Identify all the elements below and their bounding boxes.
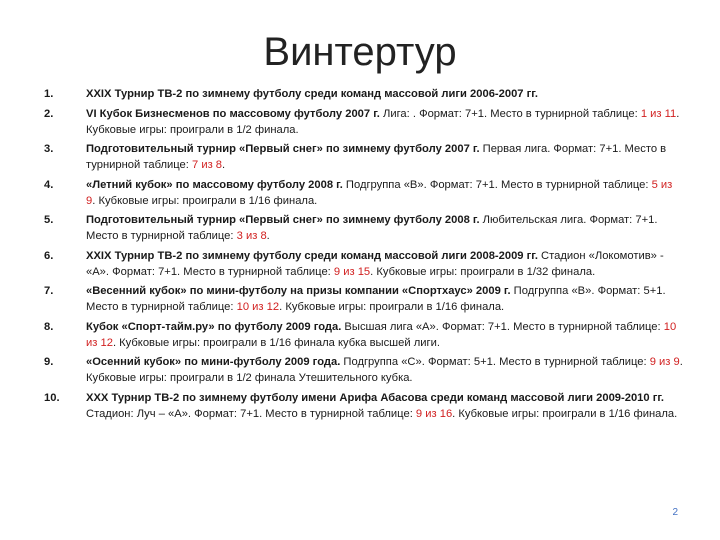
tournament-name: XXIX Турнир ТВ-2 по зимнему футболу среди команд массовой лиги 2008-2009 гг. (86, 249, 538, 262)
tournament-name: «Летний кубок» по массовому футболу 2008 г. (86, 178, 343, 191)
tournament-details: Подгруппа «С». Формат: 5+1. Место в турнирной таблице: (340, 356, 650, 368)
slide-title: Винтертур (263, 30, 457, 74)
table-place: 9 из 16 (415, 407, 453, 420)
tournament-result: . (222, 159, 226, 171)
item-number: 4. (44, 178, 54, 191)
item-number: 8. (44, 320, 54, 333)
tournament-list (44, 86, 684, 425)
tournament-name: Подготовительный турнир «Первый снег» по зимнему футболу 2007 г. (86, 143, 480, 155)
item-text (86, 354, 684, 386)
list-item (44, 283, 684, 315)
item-number: 2. (44, 107, 54, 120)
table-place: 3 из 8 (236, 230, 267, 242)
tournament-details: Лига: . Формат: 7+1. Место в турнирной таблице: (379, 107, 641, 120)
tournament-result: . Кубковые игры: проиграли в 1/16 финала. (279, 301, 505, 313)
tournament-details: Подгруппа «В». Формат: 5+1. Место в турнирной таблице: (86, 285, 666, 313)
tournament-result: . Кубковые игры: проиграли в 1/32 финала. (370, 265, 596, 278)
list-item (44, 212, 684, 244)
table-place: 1 из 11 (640, 107, 677, 120)
item-number: 6. (44, 249, 54, 262)
tournament-name: Кубок «Спорт-тайм.ру» по футболу 2009 года. (86, 320, 342, 333)
table-place: 9 из 15 (333, 265, 371, 278)
list-item (44, 319, 684, 351)
tournament-name: VI Кубок Бизнесменов по массовому футболу 2007 г. (86, 107, 380, 120)
table-place: 10 из 12 (86, 320, 677, 349)
tournament-result: . Кубковые игры: проиграли в 1/2 финала Утешительного кубка. (86, 356, 683, 384)
item-number: 1. (44, 88, 54, 100)
item-text (86, 86, 684, 102)
item-text (86, 319, 684, 351)
page-number: 2 (672, 507, 678, 518)
table-place: 5 из 9 (86, 178, 673, 207)
table-place: 10 из 12 (236, 301, 280, 313)
tournament-details: Высшая лига «А». Формат: 7+1. Место в турнирной таблице: (341, 320, 664, 333)
item-number: 3. (44, 143, 54, 155)
item-text (86, 106, 684, 138)
list-item (44, 248, 684, 280)
item-number: 9. (44, 356, 54, 368)
tournament-name: «Весенний кубок» по мини-футболу на призы компании «Спортхаус» 2009 г. (86, 285, 511, 297)
tournament-result: . Кубковые игры: проиграли в 1/16 финала. (92, 194, 318, 207)
tournament-details: Стадион: Луч – «А». Формат: 7+1. Место в турнирной таблице: (86, 407, 416, 420)
list-item (44, 177, 684, 209)
tournament-details: Подгруппа «В». Формат: 7+1. Место в турнирной таблице: (342, 178, 652, 191)
item-text (86, 141, 684, 173)
tournament-details: Стадион «Локомотив» - «А». Формат: 7+1. Место в турнирной таблице: (86, 249, 664, 278)
item-number: 5. (44, 214, 54, 226)
list-item (44, 354, 684, 386)
item-text (86, 212, 684, 244)
item-text (86, 177, 684, 209)
table-place: 9 из 9 (649, 356, 680, 368)
list-item (44, 106, 684, 138)
tournament-result: . (266, 230, 270, 242)
item-number: 10. (44, 391, 60, 404)
tournament-name: XXX Турнир ТВ-2 по зимнему футболу имени Арифа Абасова среди команд массовой лиги 2009-2010 гг. (86, 391, 665, 404)
item-text (86, 283, 684, 315)
list-item (44, 390, 684, 422)
item-text (86, 390, 684, 422)
tournament-name: XXIX Турнир ТВ-2 по зимнему футболу среди команд массовой лиги 2006-2007 гг. (86, 88, 538, 100)
tournament-result: . Кубковые игры: проиграли в 1/16 финала. (452, 407, 678, 420)
tournament-name: Подготовительный турнир «Первый снег» по зимнему футболу 2008 г. (86, 214, 480, 226)
tournament-details: Первая лига. Формат: 7+1. Место в турнирной таблице: (86, 143, 667, 171)
table-place: 7 из 8 (191, 159, 223, 171)
item-number: 7. (44, 285, 54, 297)
list-item (44, 141, 684, 173)
tournament-result: . Кубковые игры: проиграли в 1/2 финала. (86, 107, 680, 136)
list-item (44, 86, 684, 102)
item-text (86, 248, 684, 280)
tournament-name: «Осенний кубок» по мини-футболу 2009 года. (86, 356, 341, 368)
tournament-result: . Кубковые игры: проиграли в 1/16 финала кубка высшей лиги. (112, 336, 440, 349)
tournament-details: Любительская лига. Формат: 7+1. Место в турнирной таблице: (86, 214, 658, 242)
